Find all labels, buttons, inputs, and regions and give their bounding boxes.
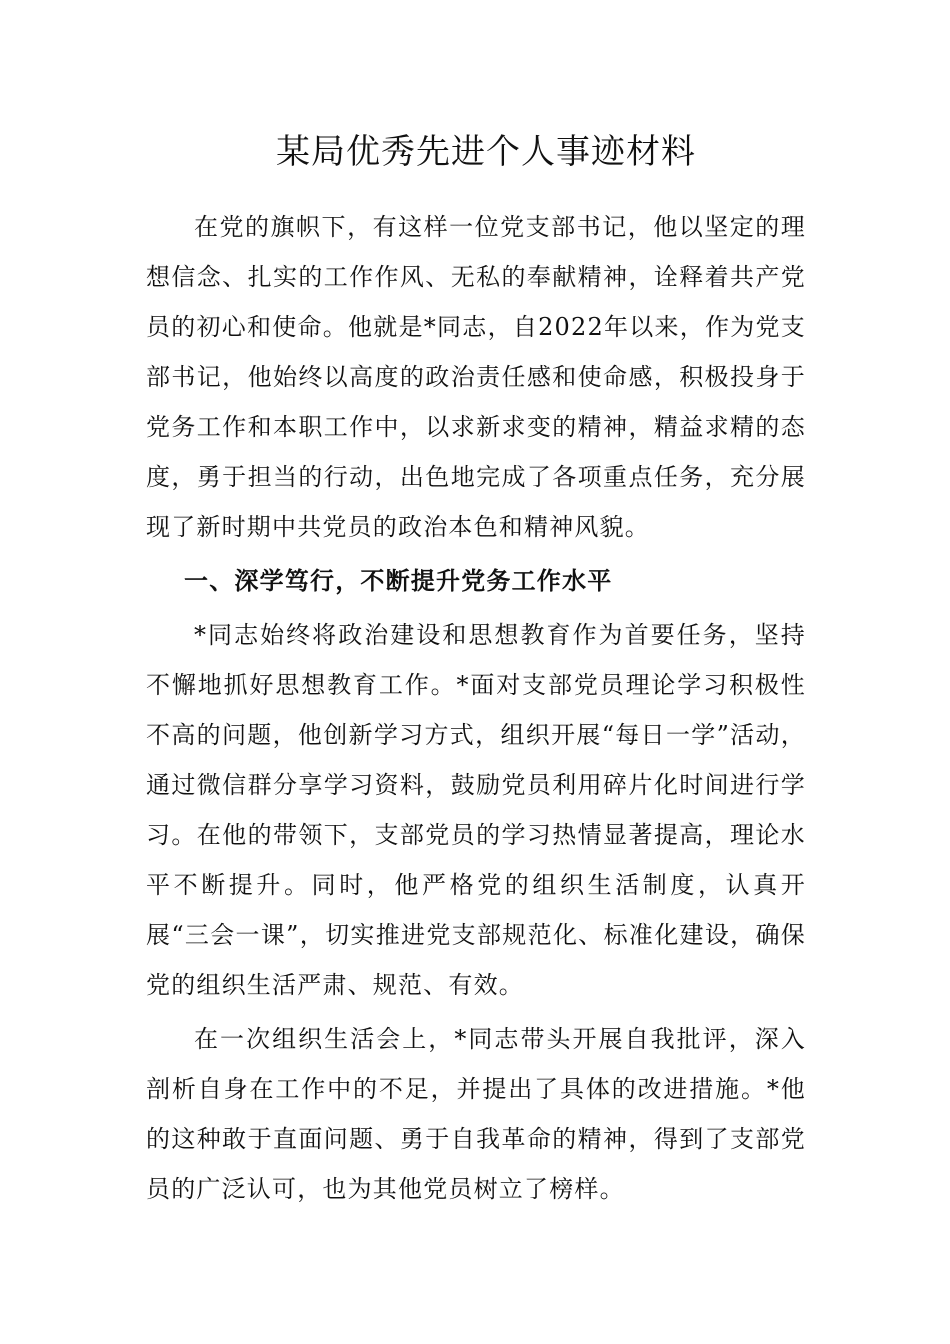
section-paragraph-1: *同志始终将政治建设和思想教育作为首要任务，坚持不懈地抓好思想教育工作。*面对支部党员理论学习积极性不高的问题，他创新学习方式，组织开展“每日一学”活动，通过微信群分享学习资料，鼓励党员利用碎片化时间进行学习。在他的带领下，支部党员的学习热情显著提高，理论水平不断提升。同时，他严格党的组织生活制度，认真开展“三会一课”，切实推进党支部规范化、标准化建设，确保党的组织生活严肃、规范、有效。 <box>146 621 806 999</box>
document-title: 某局优秀先进个人事迹材料 <box>276 132 696 172</box>
intro-paragraph: 在党的旗帜下，有这样一位党支部书记，他以坚定的理想信念、扎实的工作作风、无私的奉献精神，诠释着共产党员的初心和使命。他就是*同志，自2022年以来，作为党支部书记，他始终以高度的政治责任感和使命感，积极投身于党务工作和本职工作中，以求新求变的精神，精益求精的态度，勇于担当的行动，出色地完成了各项重点任务，充分展现了新时期中共党员的政治本色和精神风貌。 <box>146 213 806 541</box>
document-content <box>146 128 806 1214</box>
section-paragraph-2: 在一次组织生活会上，*同志带头开展自我批评，深入剖析自身在工作中的不足，并提出了具体的改进措施。*他的这种敢于直面问题、勇于自我革命的精神，得到了支部党员的广泛认可，也为其他党员树立了榜样。 <box>146 1025 806 1203</box>
section-heading: 一、深学笃行，不断提升党务工作水平 <box>184 567 613 595</box>
